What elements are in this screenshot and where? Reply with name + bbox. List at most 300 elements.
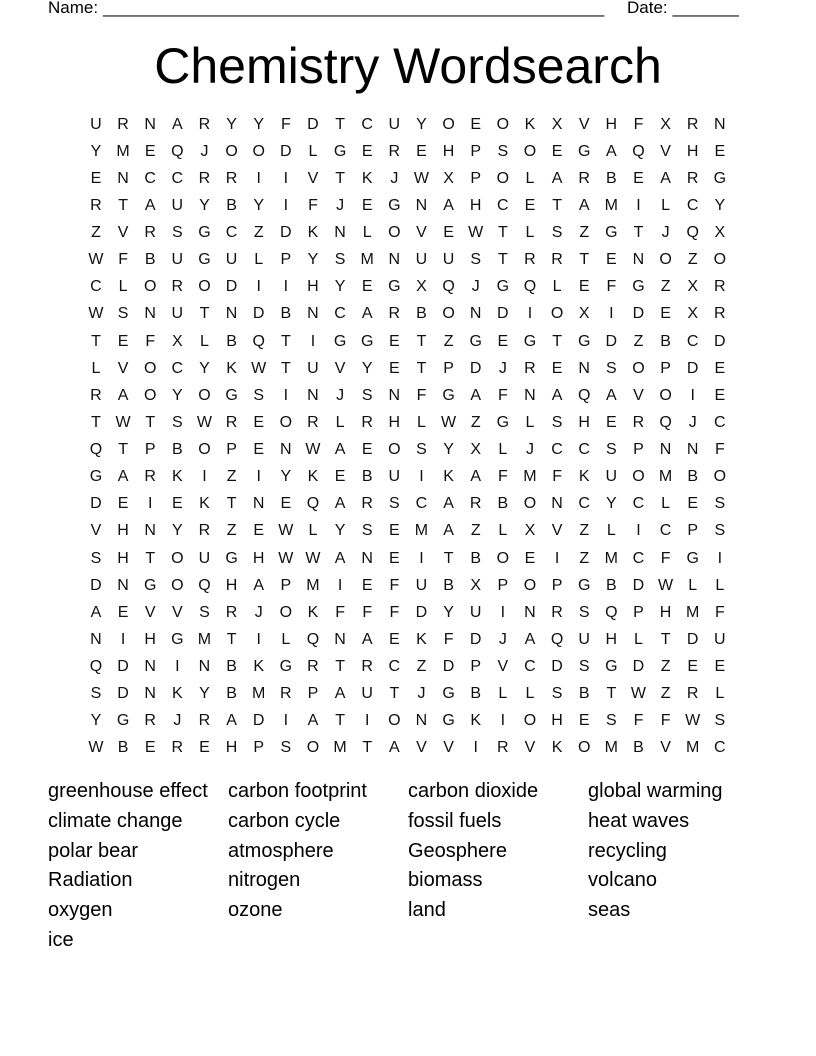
- grid-letter: C: [578, 495, 590, 513]
- grid-row: [82, 463, 733, 490]
- grid-letter: S: [714, 495, 726, 513]
- grid-letter: A: [117, 386, 129, 404]
- grid-letter: T: [280, 332, 291, 350]
- grid-letter: C: [415, 495, 428, 513]
- grid-letter: J: [661, 224, 670, 241]
- grid-letter: Q: [306, 495, 320, 513]
- grid-letter: E: [714, 142, 726, 160]
- grid-letter: T: [280, 359, 291, 377]
- grid-letter: S: [416, 441, 427, 458]
- word-list-item: recycling: [588, 839, 667, 862]
- grid-letter: G: [116, 712, 130, 730]
- word-list-item: ozone: [228, 899, 283, 922]
- grid-letter: T: [497, 251, 508, 269]
- grid-letter: I: [500, 603, 506, 621]
- grid-letter: F: [660, 712, 671, 730]
- grid-letter: O: [388, 441, 401, 458]
- grid-letter: T: [362, 739, 373, 757]
- word-list-item: seas: [588, 899, 631, 922]
- grid-letter: O: [143, 359, 157, 377]
- grid-letter: O: [496, 169, 510, 187]
- grid-letter: H: [578, 413, 590, 431]
- grid-letter: Y: [605, 495, 617, 513]
- grid-letter: E: [714, 359, 726, 377]
- grid-letter: E: [443, 224, 454, 241]
- grid-letter: P: [660, 359, 671, 377]
- grid-letter: O: [659, 386, 672, 404]
- grid-letter: H: [659, 603, 672, 621]
- grid-letter: O: [388, 224, 401, 241]
- grid-letter: G: [225, 386, 238, 404]
- grid-letter: L: [362, 224, 372, 241]
- grid-letter: F: [280, 115, 291, 133]
- grid-row: [82, 355, 733, 382]
- grid-letter: D: [497, 305, 509, 323]
- grid-letter: N: [225, 305, 238, 323]
- grid-letter: I: [310, 332, 316, 350]
- grid-row: [82, 653, 733, 680]
- grid-letter: N: [659, 441, 672, 458]
- grid-letter: K: [416, 630, 427, 648]
- grid-letter: A: [443, 522, 454, 540]
- grid-letter: W: [196, 413, 212, 431]
- grid-letter: S: [605, 712, 617, 730]
- grid-letter: N: [307, 305, 319, 323]
- grid-letter: J: [390, 169, 399, 187]
- grid-letter: N: [280, 441, 292, 458]
- grid-letter: W: [658, 576, 674, 594]
- grid-letter: T: [226, 630, 237, 648]
- grid-row: [82, 246, 733, 273]
- grid-letter: R: [198, 522, 211, 540]
- grid-letter: E: [361, 196, 373, 214]
- grid-letter: B: [687, 468, 699, 486]
- grid-letter: R: [714, 305, 726, 323]
- grid-letter: N: [714, 115, 726, 133]
- grid-letter: C: [686, 196, 699, 214]
- grid-letter: B: [605, 169, 617, 187]
- grid-letter: S: [199, 603, 210, 621]
- grid-letter: J: [173, 712, 182, 730]
- grid-letter: N: [334, 224, 346, 241]
- grid-letter: C: [714, 413, 726, 431]
- grid-letter: N: [144, 658, 156, 675]
- grid-letter: M: [686, 739, 700, 757]
- grid-row: [82, 165, 733, 192]
- grid-letter: E: [171, 495, 183, 513]
- grid-letter: L: [417, 413, 426, 431]
- grid-letter: B: [470, 685, 482, 703]
- grid-letter: I: [283, 712, 289, 730]
- grid-letter: N: [117, 169, 129, 187]
- grid-letter: N: [524, 603, 536, 621]
- grid-letter: C: [225, 224, 238, 241]
- grid-letter: Q: [198, 576, 211, 594]
- grid-letter: F: [633, 115, 644, 133]
- grid-letter: E: [633, 169, 644, 187]
- grid-letter: J: [498, 359, 507, 377]
- grid-letter: A: [334, 441, 346, 458]
- grid-letter: I: [283, 386, 289, 404]
- grid-letter: E: [361, 142, 373, 160]
- grid-letter: G: [143, 576, 157, 594]
- grid-letter: R: [171, 278, 184, 296]
- grid-letter: D: [714, 332, 726, 350]
- grid-letter: V: [443, 739, 454, 757]
- grid-letter: K: [443, 468, 454, 486]
- grid-letter: S: [90, 549, 102, 567]
- grid-letter: M: [604, 196, 618, 214]
- grid-letter: E: [334, 468, 346, 486]
- grid-letter: G: [198, 251, 211, 269]
- grid-letter: R: [686, 115, 699, 133]
- grid-letter: D: [415, 603, 428, 621]
- grid-letter: N: [144, 522, 156, 540]
- grid-letter: S: [90, 685, 102, 703]
- grid-letter: L: [661, 196, 671, 214]
- grid-letter: U: [605, 468, 618, 486]
- grid-letter: T: [199, 305, 210, 323]
- grid-letter: Y: [361, 359, 373, 377]
- grid-letter: C: [361, 115, 373, 133]
- grid-letter: O: [279, 603, 293, 621]
- grid-letter: H: [225, 739, 238, 757]
- grid-letter: S: [361, 386, 373, 404]
- grid-letter: U: [198, 549, 211, 567]
- grid-letter: C: [90, 278, 102, 296]
- grid-letter: U: [388, 468, 401, 486]
- grid-row: [82, 707, 733, 734]
- grid-letter: Y: [416, 115, 427, 133]
- grid-letter: E: [497, 332, 509, 350]
- grid-letter: E: [524, 196, 536, 214]
- grid-letter: I: [337, 576, 343, 594]
- word-list-item: greenhouse effect: [48, 780, 208, 802]
- grid-letter: Z: [443, 332, 454, 350]
- grid-letter: U: [171, 196, 184, 214]
- grid-letter: Y: [171, 386, 183, 404]
- grid-letter: R: [225, 413, 238, 431]
- grid-letter: I: [717, 549, 723, 567]
- grid-letter: Z: [660, 278, 671, 296]
- grid-letter: U: [714, 630, 726, 648]
- grid-letter: Z: [579, 549, 590, 567]
- grid-letter: J: [471, 278, 480, 296]
- grid-letter: T: [443, 549, 454, 567]
- grid-letter: E: [416, 142, 427, 160]
- grid-letter: P: [280, 251, 292, 269]
- grid-letter: L: [308, 142, 318, 160]
- name-field: [48, 0, 604, 18]
- grid-letter: O: [171, 576, 184, 594]
- grid-letter: O: [659, 251, 672, 269]
- grid-letter: D: [225, 278, 238, 296]
- grid-letter: G: [442, 712, 455, 730]
- grid-row: [82, 328, 733, 355]
- grid-letter: G: [360, 332, 374, 350]
- word-list-item: heat waves: [588, 809, 690, 832]
- grid-letter: T: [118, 441, 128, 458]
- grid-letter: Z: [470, 413, 481, 431]
- grid-letter: F: [606, 278, 617, 296]
- grid-letter: P: [443, 359, 454, 377]
- grid-letter: R: [144, 468, 156, 486]
- grid-letter: V: [524, 739, 536, 757]
- grid-letter: G: [496, 413, 510, 431]
- grid-letter: X: [443, 169, 454, 187]
- grid-letter: C: [334, 305, 346, 323]
- grid-letter: B: [144, 251, 156, 269]
- grid-letter: N: [632, 251, 645, 269]
- grid-letter: L: [661, 495, 671, 513]
- grid-letter: R: [388, 305, 401, 323]
- grid-letter: I: [500, 712, 506, 730]
- grid-letter: T: [552, 332, 562, 350]
- grid-letter: P: [470, 142, 482, 160]
- grid-letter: C: [551, 441, 563, 458]
- grid-letter: K: [307, 603, 319, 621]
- grid-row: [82, 382, 733, 409]
- grid-letter: O: [523, 576, 537, 594]
- grid-letter: E: [605, 251, 617, 269]
- grid-letter: R: [497, 739, 509, 757]
- grid-letter: U: [171, 251, 184, 269]
- word-list-item: Geosphere: [408, 839, 507, 862]
- grid-letter: S: [361, 522, 373, 540]
- grid-letter: I: [147, 495, 153, 513]
- grid-letter: S: [171, 224, 183, 241]
- grid-letter: C: [171, 359, 184, 377]
- grid-letter: O: [523, 712, 537, 730]
- grid-letter: A: [605, 142, 617, 160]
- grid-letter: M: [658, 468, 673, 486]
- grid-letter: F: [389, 576, 400, 594]
- grid-letter: O: [496, 549, 510, 567]
- word-list: [48, 777, 768, 956]
- grid-letter: A: [388, 739, 400, 757]
- grid-letter: J: [336, 386, 345, 404]
- grid-letter: X: [660, 115, 671, 133]
- grid-letter: H: [225, 576, 238, 594]
- grid-letter: Z: [226, 468, 237, 486]
- grid-letter: C: [524, 658, 536, 675]
- grid-letter: C: [497, 196, 509, 214]
- grid-letter: F: [660, 549, 671, 567]
- grid-letter: R: [578, 169, 590, 187]
- grid-row: [82, 599, 733, 626]
- grid-letter: G: [333, 332, 347, 350]
- grid-letter: M: [414, 522, 429, 540]
- grid-row: [82, 545, 733, 572]
- grid-letter: I: [256, 278, 261, 296]
- grid-letter: T: [552, 196, 562, 214]
- grid-letter: N: [686, 441, 699, 458]
- word-list-item: ice: [48, 928, 74, 951]
- grid-letter: W: [685, 712, 701, 730]
- grid-letter: N: [361, 549, 373, 567]
- grid-letter: D: [280, 224, 292, 241]
- grid-letter: X: [578, 305, 590, 323]
- grid-letter: N: [198, 658, 211, 675]
- grid-letter: S: [497, 142, 509, 160]
- grid-letter: Y: [90, 712, 102, 730]
- grid-letter: P: [470, 658, 482, 675]
- grid-letter: R: [225, 603, 238, 621]
- grid-letter: D: [469, 359, 482, 377]
- grid-letter: Y: [253, 115, 265, 133]
- grid-letter: D: [686, 359, 699, 377]
- grid-letter: M: [116, 142, 130, 160]
- grid-letter: I: [419, 468, 424, 486]
- grid-letter: G: [605, 224, 618, 241]
- grid-letter: D: [90, 576, 102, 594]
- grid-letter: L: [634, 630, 643, 648]
- grid-letter: O: [632, 468, 645, 486]
- grid-letter: O: [306, 739, 320, 757]
- grid-letter: V: [334, 359, 346, 377]
- grid-letter: E: [90, 169, 102, 187]
- grid-letter: M: [333, 739, 347, 757]
- grid-letter: Q: [252, 332, 265, 350]
- grid-letter: Y: [280, 468, 292, 486]
- grid-letter: G: [198, 224, 211, 241]
- grid-letter: Y: [334, 278, 346, 296]
- word-list-item: carbon cycle: [228, 809, 341, 832]
- grid-letter: F: [308, 196, 318, 214]
- grid-letter: G: [577, 332, 591, 350]
- grid-row: [82, 680, 733, 707]
- grid-letter: R: [361, 658, 373, 675]
- grid-letter: L: [308, 522, 318, 540]
- grid-letter: W: [468, 224, 484, 241]
- grid-letter: S: [551, 413, 563, 431]
- grid-letter: H: [307, 278, 319, 296]
- grid-letter: I: [256, 630, 261, 648]
- date-field: [627, 0, 739, 18]
- grid-letter: R: [714, 278, 726, 296]
- grid-letter: N: [252, 495, 265, 513]
- grid-letter: E: [117, 495, 129, 513]
- grid-letter: E: [361, 576, 373, 594]
- grid-letter: R: [361, 413, 373, 431]
- word-list-item: volcano: [588, 869, 657, 892]
- grid-letter: W: [88, 251, 104, 269]
- grid-letter: Y: [253, 196, 265, 214]
- grid-letter: G: [577, 142, 591, 160]
- grid-letter: I: [554, 549, 560, 567]
- grid-letter: G: [632, 278, 645, 296]
- grid-letter: B: [226, 332, 237, 350]
- grid-letter: M: [523, 468, 537, 486]
- word-list-item: biomass: [408, 869, 483, 892]
- grid-letter: R: [225, 169, 238, 187]
- grid-letter: M: [197, 630, 212, 648]
- grid-letter: A: [443, 196, 454, 214]
- grid-letter: Y: [714, 196, 726, 214]
- grid-letter: W: [88, 305, 104, 323]
- grid-letter: P: [497, 576, 509, 594]
- grid-letter: J: [417, 685, 426, 703]
- grid-letter: M: [306, 576, 320, 594]
- grid-letter: S: [551, 685, 563, 703]
- grid-row: [82, 436, 733, 463]
- grid-letter: N: [144, 115, 156, 133]
- grid-letter: H: [469, 196, 482, 214]
- grid-letter: I: [256, 468, 261, 486]
- grid-letter: L: [118, 278, 128, 296]
- grid-letter: Q: [605, 603, 618, 621]
- grid-letter: E: [253, 441, 265, 458]
- grid-letter: R: [90, 196, 102, 214]
- grid-letter: Y: [199, 359, 210, 377]
- grid-letter: K: [253, 658, 265, 675]
- grid-letter: Q: [306, 630, 320, 648]
- grid-letter: W: [630, 685, 646, 703]
- grid-letter: X: [714, 224, 726, 241]
- grid-letter: A: [551, 169, 563, 187]
- grid-letter: D: [469, 630, 482, 648]
- grid-letter: H: [442, 142, 455, 160]
- grid-letter: H: [144, 630, 156, 648]
- grid-letter: B: [470, 549, 482, 567]
- grid-letter: Q: [442, 278, 455, 296]
- grid-letter: R: [388, 142, 401, 160]
- grid-letter: R: [307, 658, 319, 675]
- grid-letter: T: [118, 196, 128, 214]
- grid-letter: F: [389, 603, 400, 621]
- grid-letter: I: [636, 196, 641, 214]
- grid-letter: V: [660, 739, 671, 757]
- grid-letter: G: [523, 332, 537, 350]
- grid-letter: A: [524, 630, 536, 648]
- grid-letter: C: [171, 169, 184, 187]
- grid-letter: U: [442, 251, 455, 269]
- grid-row: [82, 572, 733, 599]
- grid-letter: U: [415, 576, 428, 594]
- word-list-item: oxygen: [48, 899, 113, 922]
- grid-row: [82, 734, 733, 761]
- grid-letter: B: [117, 739, 129, 757]
- grid-row: [82, 517, 733, 544]
- grid-letter: X: [524, 522, 536, 540]
- word-list-item: land: [408, 899, 446, 922]
- grid-letter: Y: [199, 685, 210, 703]
- grid-letter: Q: [577, 386, 591, 404]
- grid-letter: B: [171, 441, 183, 458]
- grid-letter: R: [171, 739, 184, 757]
- grid-row: [82, 409, 733, 436]
- grid-letter: V: [144, 603, 156, 621]
- grid-letter: D: [442, 658, 455, 675]
- grid-letter: L: [525, 169, 535, 187]
- grid-letter: A: [470, 386, 482, 404]
- grid-letter: E: [660, 305, 671, 323]
- grid-letter: I: [419, 549, 424, 567]
- grid-letter: E: [361, 278, 373, 296]
- grid-letter: J: [688, 413, 697, 431]
- grid-letter: A: [307, 712, 319, 730]
- grid-letter: E: [578, 278, 590, 296]
- word-list-item: carbon dioxide: [408, 780, 539, 802]
- grid-letter: I: [364, 712, 370, 730]
- grid-letter: E: [253, 522, 265, 540]
- grid-letter: S: [578, 658, 590, 675]
- grid-letter: B: [633, 739, 644, 757]
- name-blank-line: _____________________________________________________: [103, 0, 605, 17]
- grid-letter: A: [361, 305, 373, 323]
- word-list-item: Radiation: [48, 869, 133, 892]
- grid-letter: T: [226, 495, 237, 513]
